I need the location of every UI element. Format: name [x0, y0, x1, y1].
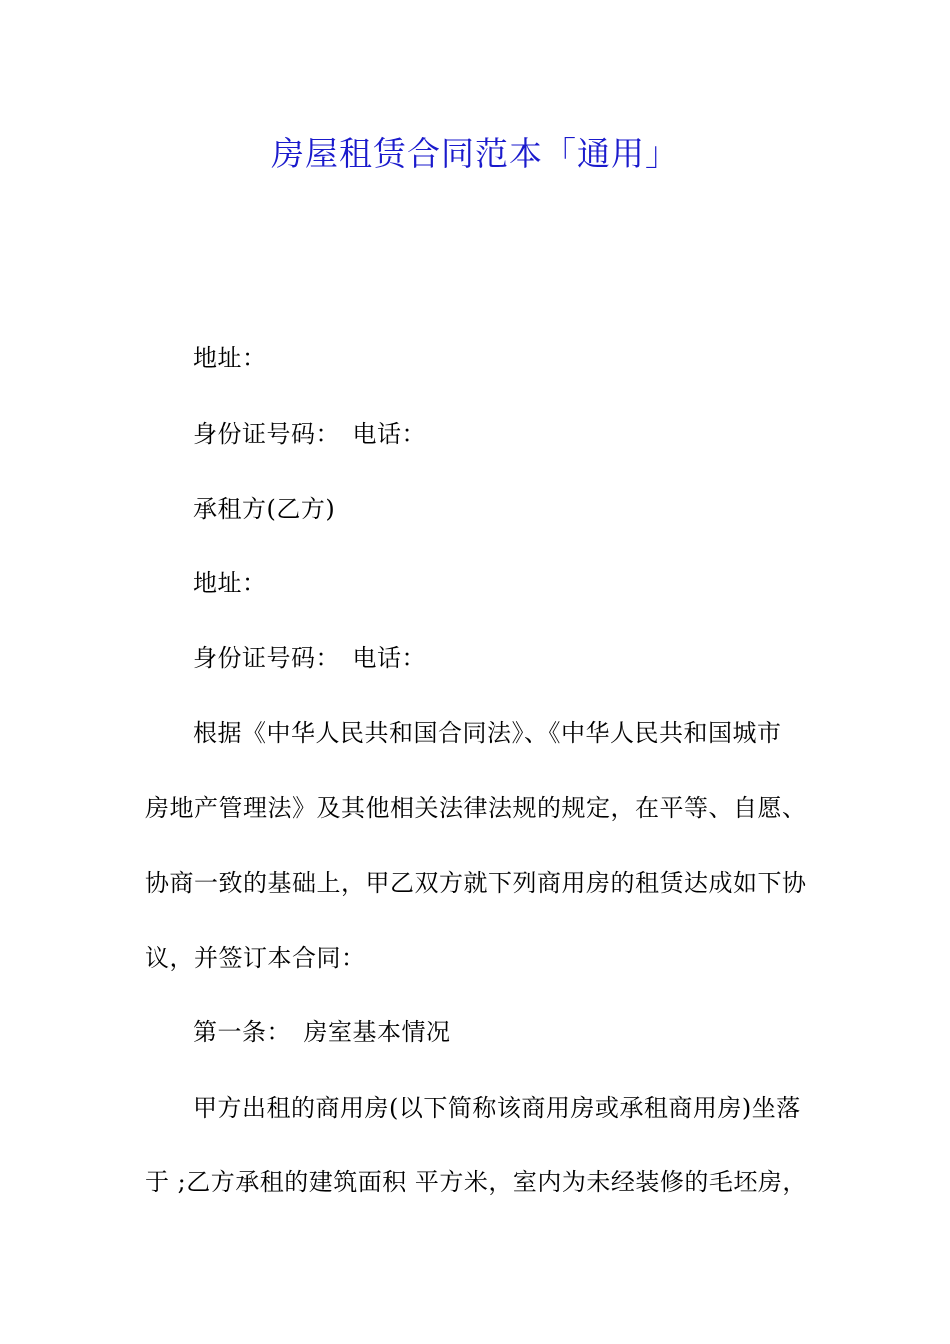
document-title: 房屋租赁合同范本「通用」	[271, 134, 679, 173]
lessor-address-line: 地址：	[193, 344, 267, 372]
lessee-heading-line: 承租方(乙方)	[193, 495, 336, 523]
preamble-line-3: 协商一致的基础上，甲乙双方就下列商用房的租赁达成如下协	[145, 869, 807, 897]
article-one-heading: 第一条： 房室基本情况	[193, 1018, 451, 1046]
article-one-line-2: 于 ;乙方承租的建筑面积 平方米，室内为未经装修的毛坯房，	[145, 1168, 807, 1196]
preamble-line-1: 根据《中华人民共和国合同法》、《中华人民共和国城市	[193, 719, 782, 747]
lessee-id-phone-line: 身份证号码： 电话：	[193, 644, 426, 672]
lessor-id-phone-line: 身份证号码： 电话：	[193, 420, 426, 448]
preamble-line-2: 房地产管理法》及其他相关法律法规的规定，在平等、自愿、	[145, 794, 807, 822]
lessee-address-line: 地址：	[193, 569, 267, 597]
article-one-line-1: 甲方出租的商用房(以下简称该商用房或承租商用房)坐落	[193, 1094, 801, 1122]
preamble-line-4: 议，并签订本合同：	[145, 944, 366, 972]
